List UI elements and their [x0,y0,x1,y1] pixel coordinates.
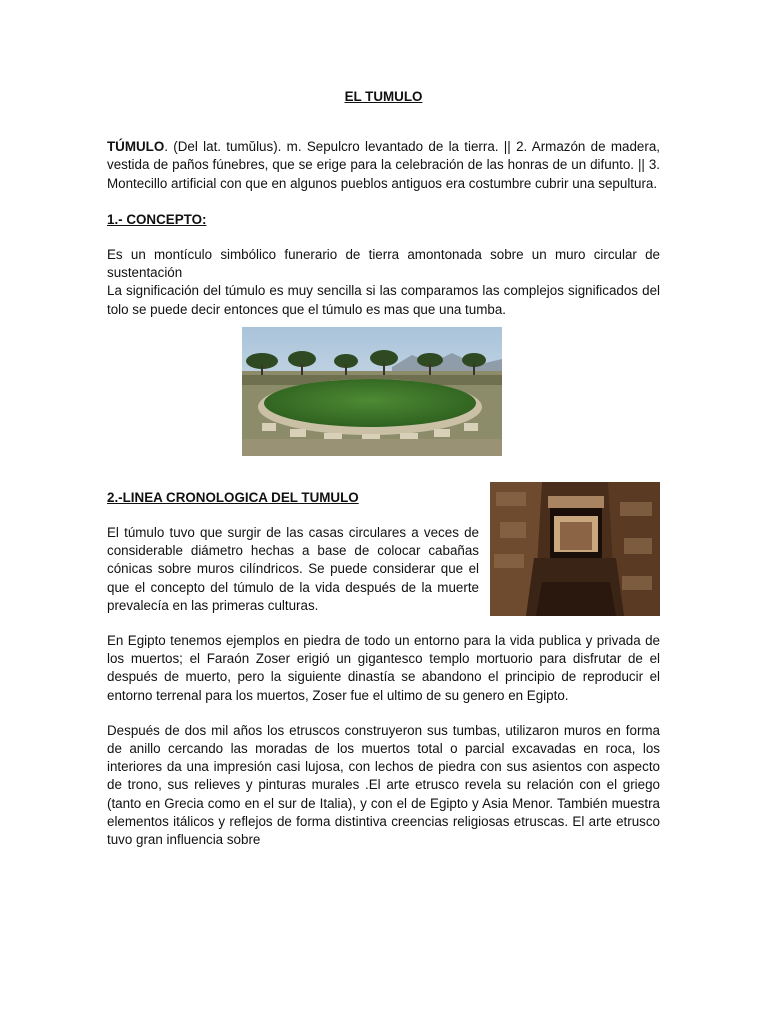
tomb-entrance-photo [490,482,660,616]
section1-heading: 1.- CONCEPTO: [107,211,207,227]
definition-term: TÚMULO [107,139,165,155]
definition-text: . (Del lat. tumŭlus). m. Sepulcro levantado de la tierra. || 2. Armazón de madera, vestida de paños fúnebres, que se erige para la celebración de las honras de un difunto. || 3. Montecillo artificial con que en algunos pueblos antiguos era costumbre cubrir una sepultura. [107,139,660,191]
definition-paragraph [107,138,660,193]
document-title: EL TUMULO [344,89,423,104]
section2-paragraph2: En Egipto tenemos ejemplos en piedra de todo un entorno para la vida publica y privada de los muertos; el Faraón Zoser erigió un gigantesco templo mortuorio para disfrutar de el después de muerto, pero la siguiente dinastía se abandono el principio de reproducir el entorno terrenal para los muertos, Zoser fue el ultimo de su genero en Egipto. [107,633,660,703]
section2 [107,489,660,849]
tumulus-photo [242,327,502,456]
document-page [107,88,660,849]
section2-paragraph1: El túmulo tuvo que surgir de las casas circulares a veces de considerable diámetro hechas a base de colocar cabañas cónicas sobre muros cilíndricos. Se puede considerar que el que el concepto del túmulo de la vida después de la muerte prevalecía en las primeras culturas. [107,525,479,613]
section2-paragraph3: Después de dos mil años los etruscos construyeron sus tumbas, utilizaron muros en forma de anillo cercando las moradas de los muertos total o parcial excavadas en roca, los interiores da una impresión casi lujosa, con lechos de piedra con sus asientos con aspecto de trono, sus relieves y pinturas murales .El arte etrusco revela su relación con el griego (tanto en Grecia como en el sur de Italia), y con el de Egipto y Asia Menor. También muestra elementos itálicos y reflejos de forma distintiva creencias religiosas etruscas. El arte etrusco tuvo gran influencia sobre [107,722,660,848]
section1-paragraph2: La significación del túmulo es muy sencilla si las comparamos las complejos significados del tolo se puede decir entonces que el túmulo es mas que una tumba. [107,283,660,317]
section1-paragraph1: Es un montículo simbólico funerario de tierra amontonada sobre un muro circular de sustentación [107,247,660,281]
section2-heading: 2.-LINEA CRONOLOGICA DEL TUMULO [107,489,359,505]
